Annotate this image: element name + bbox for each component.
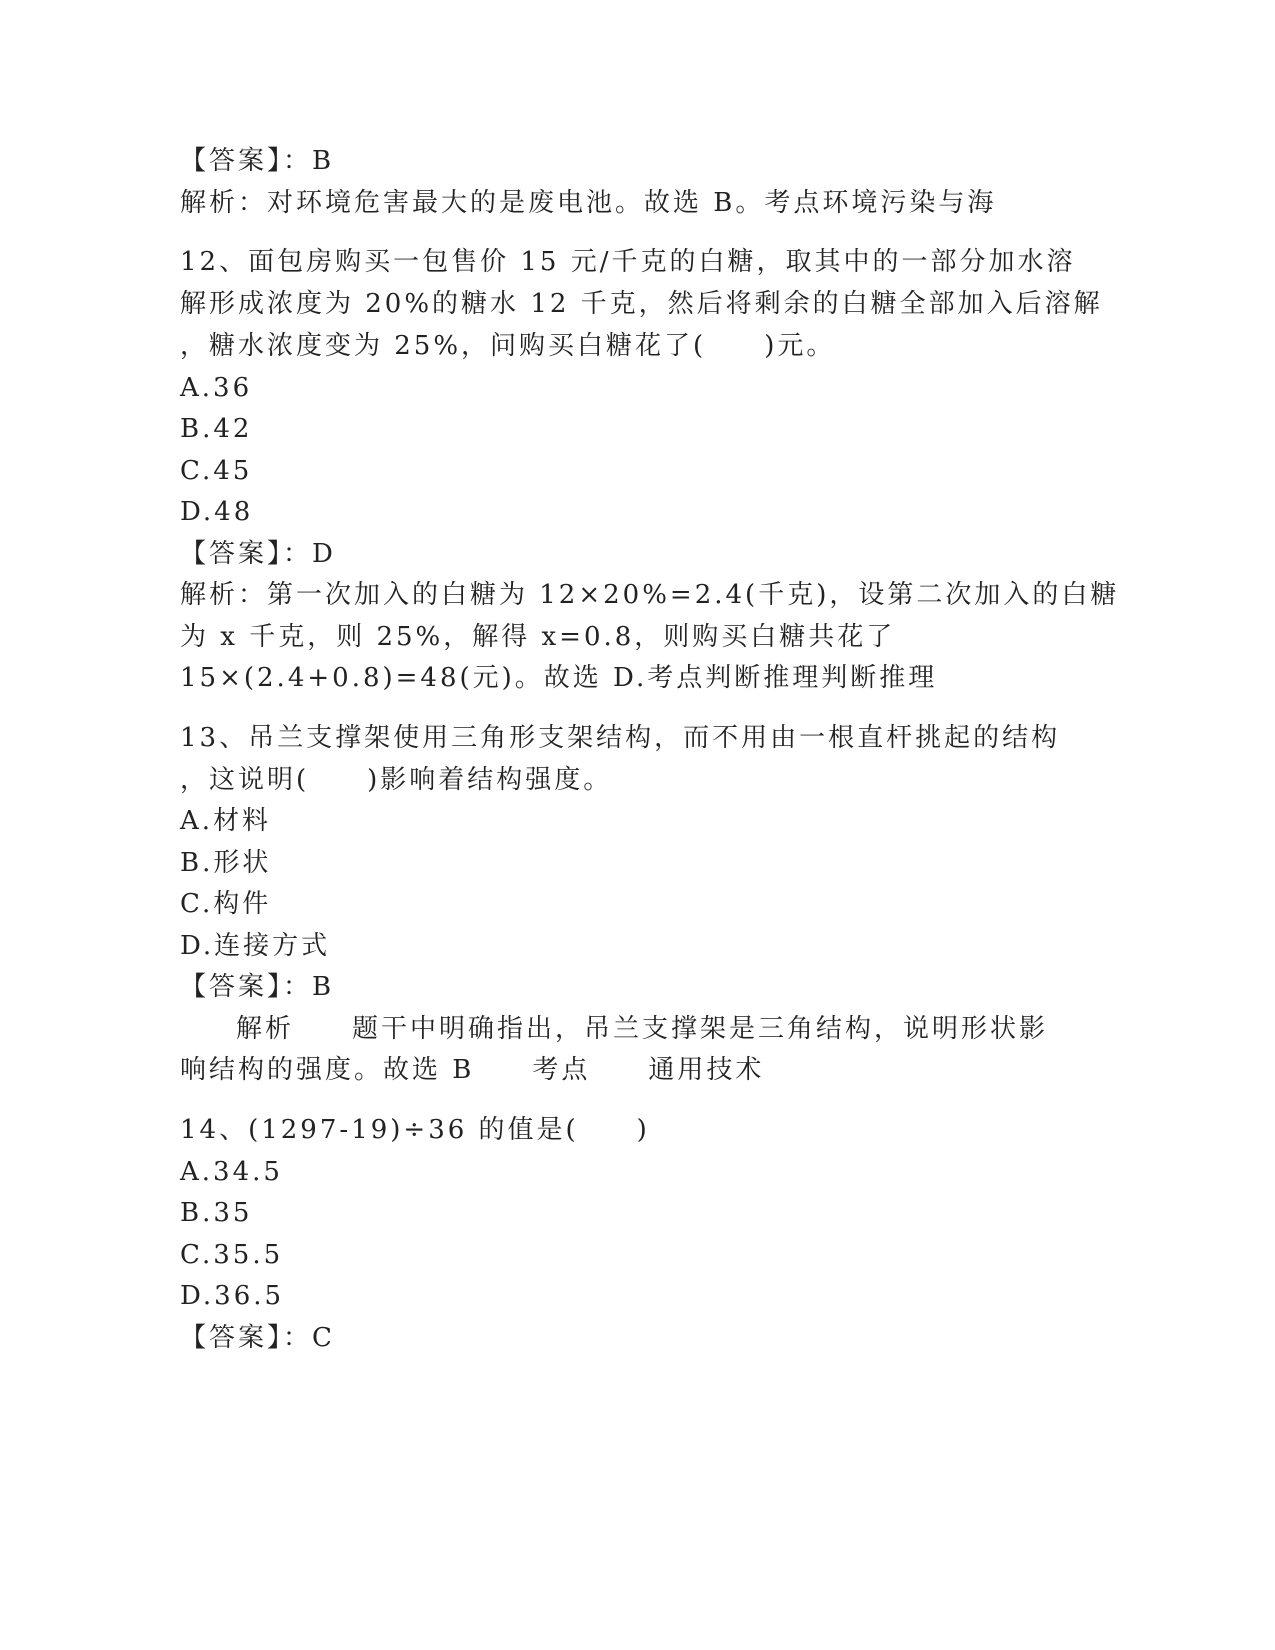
q13-stem-line: 13、吊兰支撑架使用三角形支架结构，而不用由一根直杆挑起的结构: [180, 723, 1061, 753]
q13-answer-line: 【答案】：B: [180, 972, 335, 1002]
q12-analysis-line: 15×(2.4+0.8)=48(元)。故选 D.考点判断推理判断推理: [180, 663, 938, 693]
q13-analysis-line: 解析 题干中明确指出，吊兰支撑架是三角结构，说明形状影: [236, 1014, 1049, 1044]
q14-answer-line: 【答案】：C: [180, 1323, 335, 1353]
q12-option-c: C.45: [180, 456, 253, 486]
q12-stem-line: 解形成浓度为 20%的糖水 12 千克，然后将剩余的白糖全部加入后溶解: [180, 289, 1103, 319]
q13-option-d: D.连接方式: [180, 931, 331, 961]
q14-option-a: A.34.5: [180, 1157, 283, 1187]
q12-stem-line: ，糖水浓度变为 25%，问购买白糖花了( )元。: [180, 331, 836, 361]
q14-option-b: B.35: [180, 1198, 253, 1228]
q12-option-a: A.36: [180, 373, 253, 403]
q13-option-a: A.材料: [180, 806, 272, 836]
q13-option-c: C.构件: [180, 889, 272, 919]
q13-analysis-line: 响结构的强度。故选 B 考点 通用技术: [180, 1055, 765, 1085]
q12-analysis-line: 为 x 千克，则 25%，解得 x=0.8，则购买白糖共花了: [180, 622, 896, 652]
q13-option-b: B.形状: [180, 848, 272, 878]
q13-stem-line: ，这说明( )影响着结构强度。: [180, 765, 613, 795]
analysis-line: 解析：对环境危害最大的是废电池。故选 B。考点环境污染与海: [180, 188, 997, 218]
q14-stem-line: 14、(1297-19)÷36 的值是( ): [180, 1115, 650, 1145]
q12-analysis-line: 解析：第一次加入的白糖为 12×20%=2.4(千克)，设第二次加入的白糖: [180, 580, 1120, 610]
q12-option-d: D.48: [180, 497, 254, 527]
answer-line: 【答案】：B: [180, 146, 335, 176]
q14-option-d: D.36.5: [180, 1281, 285, 1311]
q12-answer-line: 【答案】：D: [180, 539, 336, 569]
q12-stem-line: 12、面包房购买一包售价 15 元/千克的白糖，取其中的一部分加水溶: [180, 247, 1076, 277]
q12-option-b: B.42: [180, 414, 253, 444]
q14-option-c: C.35.5: [180, 1240, 284, 1270]
